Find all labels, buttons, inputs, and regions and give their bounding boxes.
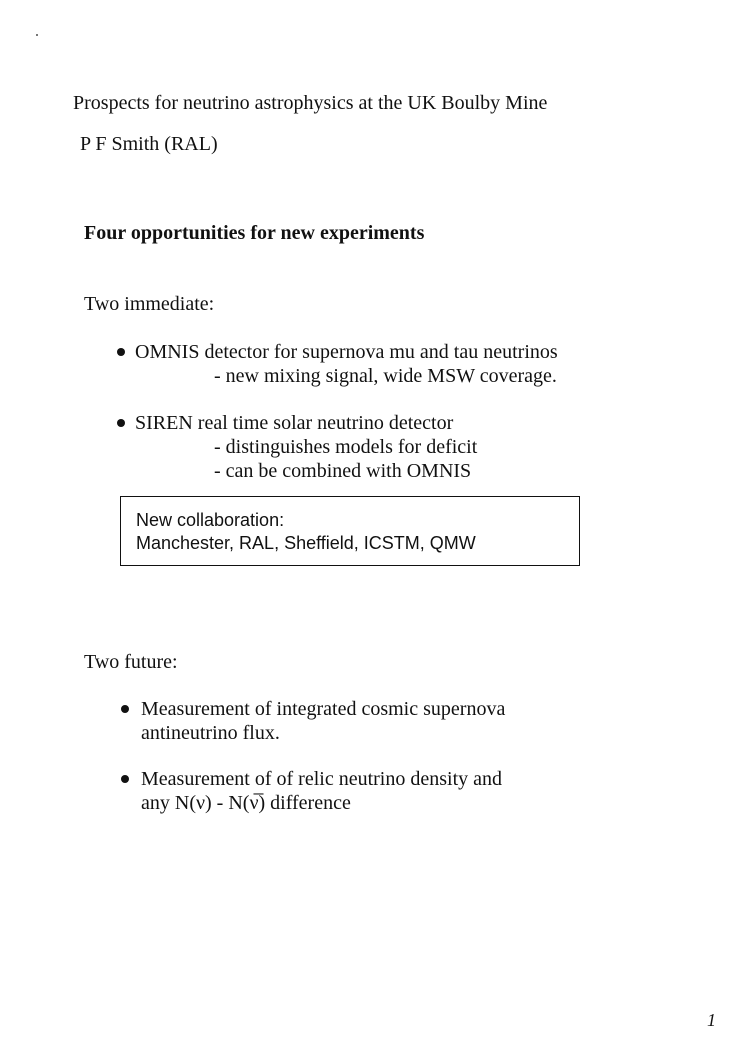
bullet-icon: [117, 419, 125, 427]
scan-speck: [36, 34, 38, 36]
page-number: 1: [707, 1010, 716, 1030]
future-item-2-line-2: any N(ν) - N(ν̅) difference: [141, 792, 351, 814]
omnis-detail: - new mixing signal, wide MSW coverage.: [214, 365, 557, 387]
collaboration-members: Manchester, RAL, Sheffield, ICSTM, QMW: [136, 533, 476, 553]
future-item-1-line-1: Measurement of integrated cosmic supernova: [141, 698, 506, 720]
future-label: Two future:: [84, 651, 178, 673]
document-title: Prospects for neutrino astrophysics at the UK Boulby Mine: [73, 92, 548, 114]
future-item-2-line-1: Measurement of of relic neutrino density and: [141, 768, 502, 790]
bullet-icon: [121, 775, 129, 783]
siren-detail-1: - distinguishes models for deficit: [214, 436, 478, 458]
bullet-icon: [117, 348, 125, 356]
immediate-label: Two immediate:: [84, 293, 215, 315]
future-item-1-line-2: antineutrino flux.: [141, 722, 280, 744]
collaboration-label: New collaboration:: [136, 510, 285, 530]
siren-detail-2: - can be combined with OMNIS: [214, 460, 472, 482]
siren-item: SIREN real time solar neutrino detector: [135, 412, 454, 434]
omnis-item: OMNIS detector for supernova mu and tau neutrinos: [135, 341, 558, 363]
section-heading: Four opportunities for new experiments: [84, 222, 425, 244]
bullet-icon: [121, 705, 129, 713]
author-line: P F Smith (RAL): [80, 133, 218, 155]
